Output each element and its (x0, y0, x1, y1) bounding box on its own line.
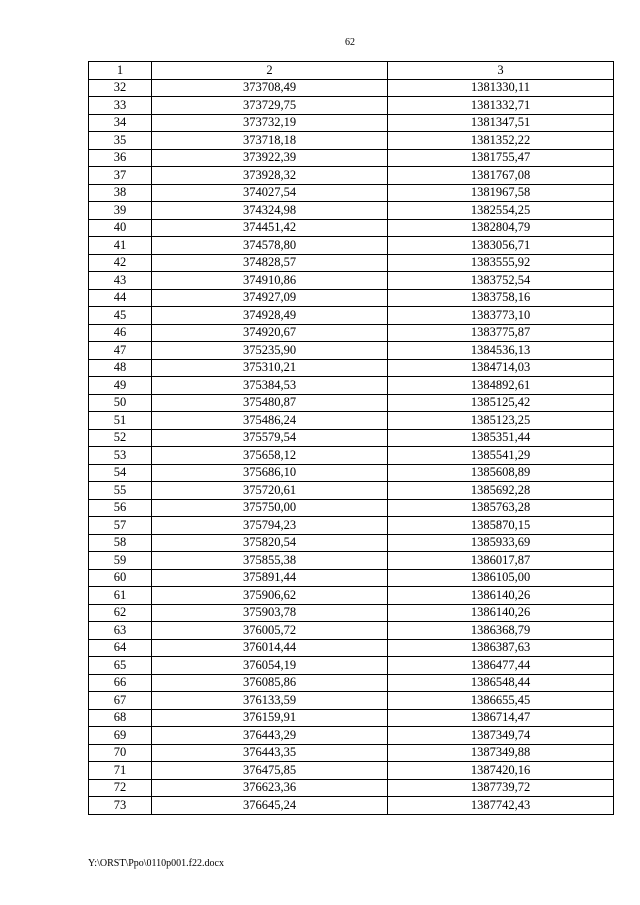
y-coordinate-cell: 1381767,08 (388, 167, 614, 185)
x-coordinate-cell: 375720,61 (152, 482, 388, 500)
point-number-cell: 43 (89, 272, 152, 290)
table-row (89, 569, 614, 587)
table-row (89, 79, 614, 97)
x-coordinate-cell: 375579,54 (152, 429, 388, 447)
x-coordinate-cell: 373708,49 (152, 79, 388, 97)
y-coordinate-cell: 1381330,11 (388, 79, 614, 97)
y-coordinate-cell: 1381352,22 (388, 132, 614, 150)
x-coordinate-cell: 374451,42 (152, 219, 388, 237)
table-row (89, 377, 614, 395)
x-coordinate-cell: 376005,72 (152, 622, 388, 640)
table-header-row (89, 62, 614, 80)
x-coordinate-cell: 375891,44 (152, 569, 388, 587)
table-row (89, 797, 614, 815)
table-row (89, 132, 614, 150)
point-number-cell: 51 (89, 412, 152, 430)
point-number-cell: 45 (89, 307, 152, 325)
x-coordinate-cell: 376133,59 (152, 692, 388, 710)
x-coordinate-cell: 376014,44 (152, 639, 388, 657)
y-coordinate-cell: 1382554,25 (388, 202, 614, 220)
y-coordinate-cell: 1386477,44 (388, 657, 614, 675)
table-row (89, 254, 614, 272)
x-coordinate-cell: 373732,19 (152, 114, 388, 132)
y-coordinate-cell: 1386548,44 (388, 674, 614, 692)
table-row (89, 482, 614, 500)
point-number-cell: 62 (89, 604, 152, 622)
y-coordinate-cell: 1386387,63 (388, 639, 614, 657)
point-number-cell: 41 (89, 237, 152, 255)
point-number-cell: 68 (89, 709, 152, 727)
table-row (89, 342, 614, 360)
x-coordinate-cell: 373718,18 (152, 132, 388, 150)
point-number-cell: 58 (89, 534, 152, 552)
x-coordinate-cell: 375384,53 (152, 377, 388, 395)
x-coordinate-cell: 375486,24 (152, 412, 388, 430)
point-number-cell: 71 (89, 762, 152, 780)
table-row (89, 394, 614, 412)
coordinates-table (88, 61, 614, 815)
table-row (89, 674, 614, 692)
x-coordinate-cell: 376475,85 (152, 762, 388, 780)
table-row (89, 744, 614, 762)
point-number-cell: 39 (89, 202, 152, 220)
point-number-cell: 53 (89, 447, 152, 465)
x-coordinate-cell: 375235,90 (152, 342, 388, 360)
table-row (89, 762, 614, 780)
table-row (89, 517, 614, 535)
x-coordinate-cell: 374578,80 (152, 237, 388, 255)
table-row (89, 114, 614, 132)
x-coordinate-cell: 376085,86 (152, 674, 388, 692)
x-coordinate-cell: 374324,98 (152, 202, 388, 220)
y-coordinate-cell: 1386714,47 (388, 709, 614, 727)
y-coordinate-cell: 1387349,74 (388, 727, 614, 745)
x-coordinate-cell: 375903,78 (152, 604, 388, 622)
x-coordinate-cell: 375658,12 (152, 447, 388, 465)
y-coordinate-cell: 1385608,89 (388, 464, 614, 482)
y-coordinate-cell: 1382804,79 (388, 219, 614, 237)
point-number-cell: 57 (89, 517, 152, 535)
y-coordinate-cell: 1385125,42 (388, 394, 614, 412)
table-row (89, 604, 614, 622)
y-coordinate-cell: 1385541,29 (388, 447, 614, 465)
x-coordinate-cell: 375855,38 (152, 552, 388, 570)
table-row (89, 324, 614, 342)
table-row (89, 272, 614, 290)
y-coordinate-cell: 1385763,28 (388, 499, 614, 517)
column-header-3: 3 (388, 62, 614, 80)
x-coordinate-cell: 376443,29 (152, 727, 388, 745)
x-coordinate-cell: 374928,49 (152, 307, 388, 325)
point-number-cell: 33 (89, 97, 152, 115)
y-coordinate-cell: 1384892,61 (388, 377, 614, 395)
point-number-cell: 70 (89, 744, 152, 762)
y-coordinate-cell: 1385123,25 (388, 412, 614, 430)
y-coordinate-cell: 1383752,54 (388, 272, 614, 290)
column-header-1: 1 (89, 62, 152, 80)
x-coordinate-cell: 375906,62 (152, 587, 388, 605)
x-coordinate-cell: 374027,54 (152, 184, 388, 202)
y-coordinate-cell: 1384714,03 (388, 359, 614, 377)
y-coordinate-cell: 1386368,79 (388, 622, 614, 640)
point-number-cell: 38 (89, 184, 152, 202)
y-coordinate-cell: 1383555,92 (388, 254, 614, 272)
table-row (89, 499, 614, 517)
y-coordinate-cell: 1384536,13 (388, 342, 614, 360)
point-number-cell: 55 (89, 482, 152, 500)
point-number-cell: 36 (89, 149, 152, 167)
x-coordinate-cell: 376623,36 (152, 779, 388, 797)
table-row (89, 464, 614, 482)
point-number-cell: 67 (89, 692, 152, 710)
point-number-cell: 63 (89, 622, 152, 640)
y-coordinate-cell: 1387420,16 (388, 762, 614, 780)
point-number-cell: 49 (89, 377, 152, 395)
y-coordinate-cell: 1383056,71 (388, 237, 614, 255)
point-number-cell: 50 (89, 394, 152, 412)
x-coordinate-cell: 375480,87 (152, 394, 388, 412)
y-coordinate-cell: 1383773,10 (388, 307, 614, 325)
table-row (89, 97, 614, 115)
y-coordinate-cell: 1387739,72 (388, 779, 614, 797)
y-coordinate-cell: 1383758,16 (388, 289, 614, 307)
y-coordinate-cell: 1386140,26 (388, 604, 614, 622)
x-coordinate-cell: 376054,19 (152, 657, 388, 675)
point-number-cell: 47 (89, 342, 152, 360)
table-row (89, 359, 614, 377)
x-coordinate-cell: 375820,54 (152, 534, 388, 552)
y-coordinate-cell: 1386017,87 (388, 552, 614, 570)
x-coordinate-cell: 376443,35 (152, 744, 388, 762)
table-row (89, 412, 614, 430)
point-number-cell: 59 (89, 552, 152, 570)
x-coordinate-cell: 374927,09 (152, 289, 388, 307)
x-coordinate-cell: 375794,23 (152, 517, 388, 535)
point-number-cell: 44 (89, 289, 152, 307)
y-coordinate-cell: 1387349,88 (388, 744, 614, 762)
point-number-cell: 37 (89, 167, 152, 185)
table-row (89, 657, 614, 675)
table-row (89, 219, 614, 237)
x-coordinate-cell: 373928,32 (152, 167, 388, 185)
y-coordinate-cell: 1385870,15 (388, 517, 614, 535)
point-number-cell: 73 (89, 797, 152, 815)
table-row (89, 709, 614, 727)
table-row (89, 167, 614, 185)
table-row (89, 692, 614, 710)
table-row (89, 727, 614, 745)
table-body (89, 79, 614, 814)
table-row (89, 289, 614, 307)
point-number-cell: 72 (89, 779, 152, 797)
x-coordinate-cell: 373729,75 (152, 97, 388, 115)
y-coordinate-cell: 1381347,51 (388, 114, 614, 132)
x-coordinate-cell: 375686,10 (152, 464, 388, 482)
point-number-cell: 32 (89, 79, 152, 97)
y-coordinate-cell: 1385933,69 (388, 534, 614, 552)
table-row (89, 202, 614, 220)
point-number-cell: 34 (89, 114, 152, 132)
table-row (89, 534, 614, 552)
point-number-cell: 66 (89, 674, 152, 692)
point-number-cell: 56 (89, 499, 152, 517)
table-row (89, 149, 614, 167)
x-coordinate-cell: 375310,21 (152, 359, 388, 377)
y-coordinate-cell: 1385351,44 (388, 429, 614, 447)
table-row (89, 307, 614, 325)
point-number-cell: 60 (89, 569, 152, 587)
table-row (89, 429, 614, 447)
table-row (89, 447, 614, 465)
x-coordinate-cell: 374910,86 (152, 272, 388, 290)
x-coordinate-cell: 375750,00 (152, 499, 388, 517)
table-row (89, 622, 614, 640)
point-number-cell: 48 (89, 359, 152, 377)
point-number-cell: 61 (89, 587, 152, 605)
y-coordinate-cell: 1386140,26 (388, 587, 614, 605)
table-row (89, 184, 614, 202)
table-row (89, 237, 614, 255)
point-number-cell: 54 (89, 464, 152, 482)
column-header-2: 2 (152, 62, 388, 80)
y-coordinate-cell: 1383775,87 (388, 324, 614, 342)
point-number-cell: 35 (89, 132, 152, 150)
x-coordinate-cell: 374920,67 (152, 324, 388, 342)
point-number-cell: 42 (89, 254, 152, 272)
y-coordinate-cell: 1386655,45 (388, 692, 614, 710)
y-coordinate-cell: 1385692,28 (388, 482, 614, 500)
y-coordinate-cell: 1386105,00 (388, 569, 614, 587)
point-number-cell: 46 (89, 324, 152, 342)
y-coordinate-cell: 1381332,71 (388, 97, 614, 115)
table-row (89, 552, 614, 570)
point-number-cell: 65 (89, 657, 152, 675)
page-number: 62 (345, 37, 355, 48)
x-coordinate-cell: 376645,24 (152, 797, 388, 815)
point-number-cell: 69 (89, 727, 152, 745)
point-number-cell: 40 (89, 219, 152, 237)
x-coordinate-cell: 376159,91 (152, 709, 388, 727)
y-coordinate-cell: 1381967,58 (388, 184, 614, 202)
y-coordinate-cell: 1387742,43 (388, 797, 614, 815)
y-coordinate-cell: 1381755,47 (388, 149, 614, 167)
point-number-cell: 64 (89, 639, 152, 657)
table-row (89, 639, 614, 657)
x-coordinate-cell: 373922,39 (152, 149, 388, 167)
point-number-cell: 52 (89, 429, 152, 447)
table-row (89, 779, 614, 797)
table-row (89, 587, 614, 605)
x-coordinate-cell: 374828,57 (152, 254, 388, 272)
footer-file-path: Y:\ORST\Ppo\0110p001.f22.docx (88, 858, 224, 869)
